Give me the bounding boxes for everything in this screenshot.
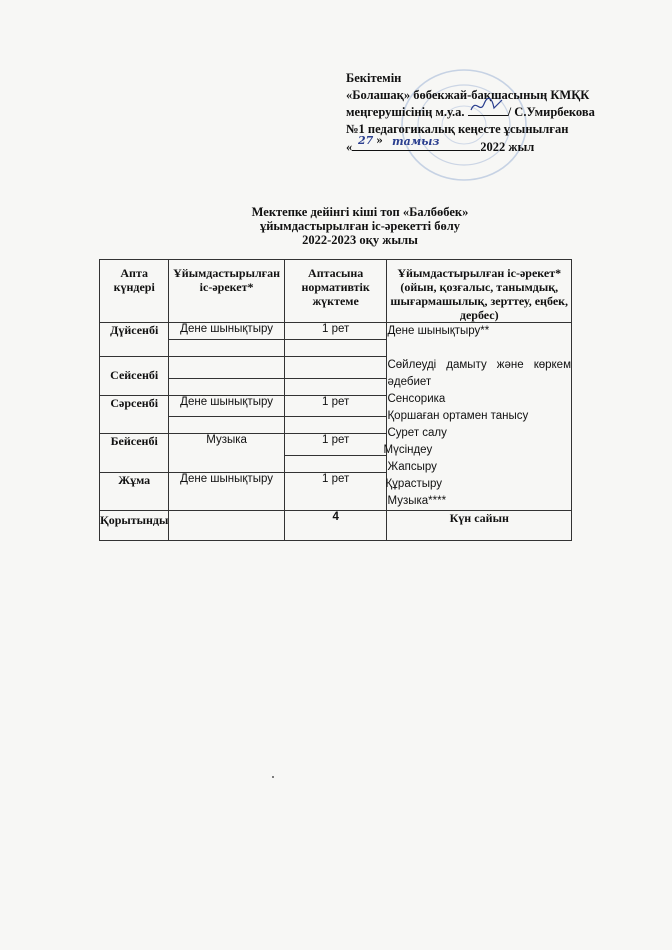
count-wednesday: 1 рет [284,395,387,417]
count-thursday: 1 рет [284,434,387,456]
table-header-row [100,260,572,323]
header-days: Апта күндері [100,260,169,323]
activity-list [383,323,572,511]
list-item: Музыка**** [387,495,447,507]
total-types: Күн сайын [387,511,572,541]
day-wednesday: Сәрсенбі [100,395,169,434]
list-item: Сурет салу [387,427,447,439]
day-friday: Жұма [100,472,169,511]
handwritten-day: 27 [358,134,374,147]
header-types: Ұйымдастырылған іс-әрекет* (ойын, қозғалыс, танымдық, шығармашылық, зерттеу, еңбек, дербес) [387,260,572,323]
table-total-row [100,511,572,541]
director-name: С.Умирбекова [514,105,595,119]
list-item: Қоршаған ортамен танысу [387,410,529,422]
signature [468,104,508,116]
count-friday: 1 рет [284,472,387,511]
header-activity: Ұйымдастырылған іс-әрекет* [169,260,284,323]
approval-line-5: « 27 » тамыз 2022 жыл [346,134,535,154]
approval-position: меңгерушісінің м.у.а. [346,105,465,119]
scan-speck [272,776,274,778]
svg-text:»: » [376,134,384,147]
approval-line-2: «Болашақ» бөбекжай-бақшасының КМҚК [346,88,590,102]
activity-monday: Дене шынықтыру [169,323,284,340]
day-monday: Дүйсенбі [100,323,169,357]
approval-line-3: меңгерушісінің м.у.а. / С.Умирбекова [346,104,666,121]
title-line-2: ұйымдастырылған іс-әрекетті бөлу [259,219,461,233]
approval-block [346,70,666,156]
list-item: Мүсіндеу [383,444,433,456]
total-label: Қорытынды [100,511,169,541]
approval-line-1: Бекітемін [346,71,402,85]
count-monday: 1 рет [284,323,387,340]
activity-thursday: Музыка [169,434,284,473]
title-line-1: Мектепке дейінгі кіші топ «Балбөбек» [251,205,469,219]
document-title [160,205,560,247]
table-row [100,323,572,340]
title-line-3: 2022-2023 оқу жылы [302,233,418,247]
activity-wednesday: Дене шынықтыру [169,395,284,417]
list-item: Жапсыру [387,461,437,473]
handwritten-month: тамыз [392,135,440,148]
list-item: Сөйлеуді дамыту және көркем әдебиет [387,359,571,388]
day-thursday: Бейсенбі [100,434,169,473]
activity-friday: Дене шынықтыру [169,472,284,511]
approval-year: 2022 жыл [480,140,535,154]
total-count: 4 [284,511,387,541]
list-item: Дене шынықтыру** [387,325,490,337]
header-load: Аптасына нормативтік жүктеме [284,260,387,323]
approval-line-4: №1 педагогикалық кеңесте ұсынылған [346,122,569,136]
schedule-table [99,259,572,541]
list-item: Сенсорика [387,393,446,405]
day-tuesday: Сейсенбі [100,357,169,396]
list-item: Құрастыру [385,478,443,490]
